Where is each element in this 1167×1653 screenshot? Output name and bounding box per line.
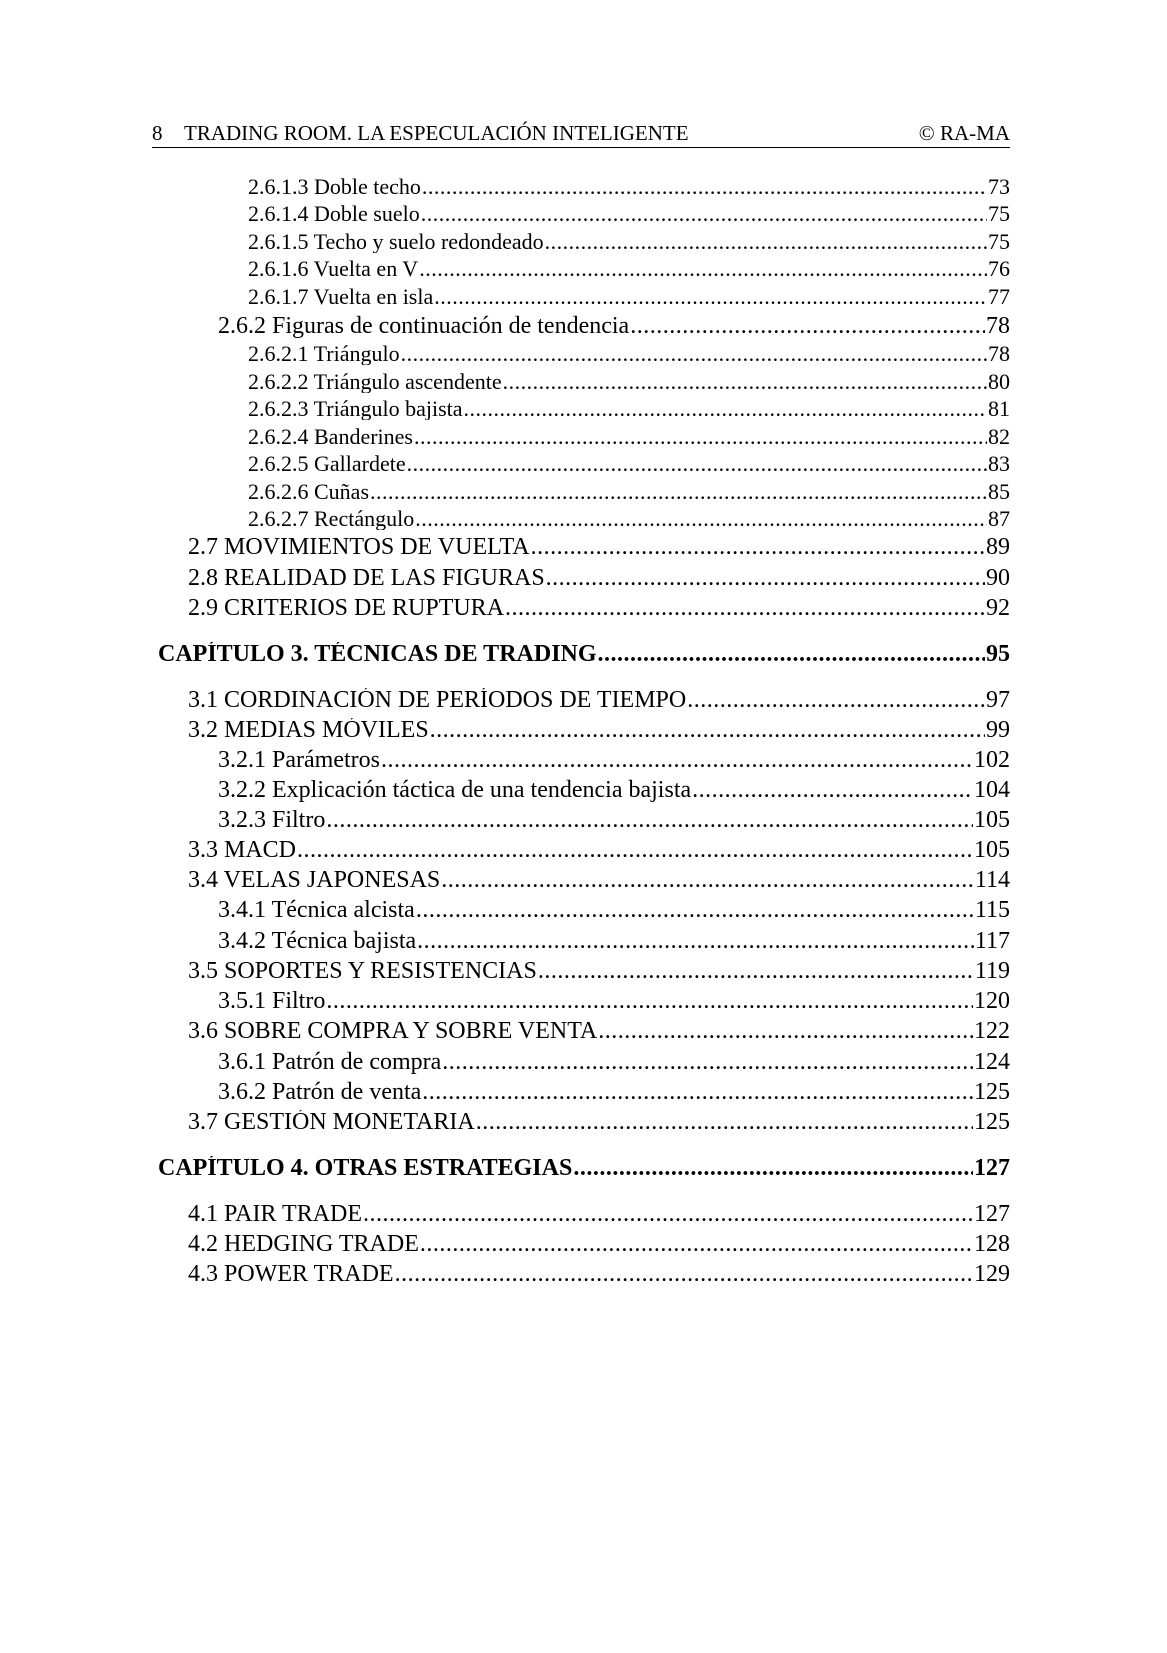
toc-entry-page: 122 — [974, 1019, 1010, 1043]
dot-leader — [598, 1019, 973, 1043]
toc-entry[interactable] — [218, 898, 1010, 922]
toc-entry[interactable] — [188, 718, 1010, 742]
toc-entry-label: 4.1 PAIR TRADE — [188, 1202, 363, 1226]
toc-entry[interactable] — [218, 1080, 1010, 1104]
toc-entry-page: 114 — [974, 868, 1010, 892]
toc-entry-label: 2.6.1.4 Doble suelo — [248, 203, 420, 225]
toc-entry-page: 97 — [986, 688, 1010, 712]
dot-leader — [630, 314, 985, 338]
toc-entry-page: 78 — [988, 343, 1010, 365]
toc-entry-label: 2.6.2.1 Triángulo — [248, 343, 400, 365]
toc-entry-page: 124 — [974, 1050, 1010, 1074]
toc-entry-label: 2.6.1.7 Vuelta en isla — [248, 286, 434, 308]
dot-leader — [598, 642, 985, 666]
toc-entry-page: 99 — [986, 718, 1010, 742]
dot-leader — [421, 203, 987, 225]
toc-entry[interactable] — [248, 508, 1010, 530]
page-number: 8 — [152, 121, 163, 145]
publisher-mark: © RA-MA — [918, 121, 1010, 145]
toc-entry[interactable] — [188, 566, 1010, 590]
dot-leader — [476, 1110, 973, 1134]
dot-leader — [363, 1202, 973, 1226]
toc-entry-label: 3.6.2 Patrón de venta — [218, 1080, 422, 1104]
toc-entry-page: 90 — [986, 566, 1010, 590]
toc-entry-page: 105 — [974, 808, 1010, 832]
toc-entry-label: 3.6 SOBRE COMPRA Y SOBRE VENTA — [188, 1019, 598, 1043]
toc-entry-page: 102 — [974, 748, 1010, 772]
toc-entry-label: 3.2.2 Explicación táctica de una tendencia bajista — [218, 778, 692, 802]
book-title: TRADING ROOM. LA ESPECULACIÓN INTELIGENTE — [184, 121, 689, 145]
dot-leader — [531, 535, 985, 559]
toc-entry-page: 127 — [974, 1156, 1010, 1180]
toc-entry[interactable] — [188, 1019, 1010, 1043]
toc-entry-page: 76 — [988, 258, 1010, 280]
toc-entry-label: 3.1 CORDINACIÓN DE PERÍODOS DE TIEMPO — [188, 688, 687, 712]
toc-entry-page: 82 — [988, 426, 1010, 448]
toc-entry-label: 3.5.1 Filtro — [218, 989, 326, 1013]
toc-entry-label: 2.6.2.6 Cuñas — [248, 481, 369, 503]
toc-entry-page: 115 — [974, 898, 1010, 922]
toc-entry-label: 2.6.2.3 Triángulo bajista — [248, 398, 463, 420]
toc-entry[interactable] — [248, 231, 1010, 253]
toc-entry-page: 81 — [988, 398, 1010, 420]
toc-entry-label: 3.4 VELAS JAPONESAS — [188, 868, 441, 892]
toc-entry[interactable] — [188, 1262, 1010, 1286]
toc-entry-label: 2.6.2.2 Triángulo ascendente — [248, 371, 502, 393]
toc-entry[interactable] — [248, 203, 1010, 225]
toc-entry-label: 3.2 MEDIAS MÓVILES — [188, 718, 429, 742]
toc-entry-page: 129 — [974, 1262, 1010, 1286]
toc-entry-page: 104 — [974, 778, 1010, 802]
toc-entry[interactable] — [188, 1110, 1010, 1134]
toc-entry[interactable] — [248, 176, 1010, 198]
dot-leader — [401, 343, 987, 365]
toc-entry-label: 3.4.1 Técnica alcista — [218, 898, 415, 922]
dot-leader — [381, 748, 973, 772]
toc-entry-label: 2.6.2.7 Rectángulo — [248, 508, 415, 530]
toc-entry-label: 3.2.1 Parámetros — [218, 748, 380, 772]
dot-leader — [442, 1050, 973, 1074]
dot-leader — [414, 426, 987, 448]
toc-entry[interactable] — [248, 371, 1010, 393]
dot-leader — [503, 371, 987, 393]
toc-chapter-entry[interactable] — [158, 1156, 1010, 1180]
toc-entry-page: 120 — [974, 989, 1010, 1013]
dot-leader — [297, 838, 973, 862]
toc-entry[interactable] — [188, 596, 1010, 620]
toc-entry-label: 2.6.1.3 Doble techo — [248, 176, 421, 198]
toc-entry[interactable] — [248, 343, 1010, 365]
toc-entry[interactable] — [188, 868, 1010, 892]
dot-leader — [370, 481, 987, 503]
dot-leader — [692, 778, 973, 802]
dot-leader — [505, 596, 985, 620]
toc-entry-label: 3.7 GESTIÓN MONETARIA — [188, 1110, 475, 1134]
toc-entry-label: 2.8 REALIDAD DE LAS FIGURAS — [188, 566, 545, 590]
toc-entry[interactable] — [188, 1202, 1010, 1226]
toc-entry[interactable] — [188, 535, 1010, 559]
toc-entry-page: 125 — [974, 1080, 1010, 1104]
toc-entry-label: 4.2 HEDGING TRADE — [188, 1232, 419, 1256]
toc-entry[interactable] — [218, 1050, 1010, 1074]
dot-leader — [420, 1232, 973, 1256]
dot-leader — [538, 959, 974, 983]
toc-entry-page: 75 — [988, 231, 1010, 253]
dot-leader — [422, 176, 987, 198]
toc-entry-page: 127 — [974, 1202, 1010, 1226]
toc-entry-page: 73 — [988, 176, 1010, 198]
toc-entry-label: 2.6.2.4 Banderines — [248, 426, 413, 448]
toc-entry-label: 3.2.3 Filtro — [218, 808, 326, 832]
dot-leader — [326, 989, 973, 1013]
toc-entry[interactable] — [188, 959, 1010, 983]
toc-entry[interactable] — [248, 258, 1010, 280]
toc-entry[interactable] — [188, 838, 1010, 862]
toc-entry-label: 3.6.1 Patrón de compra — [218, 1050, 442, 1074]
toc-entry-label: 4.3 POWER TRADE — [188, 1262, 394, 1286]
dot-leader — [434, 286, 987, 308]
toc-entry-page: 125 — [974, 1110, 1010, 1134]
toc-entry-label: 3.4.2 Técnica bajista — [218, 929, 417, 953]
dot-leader — [430, 718, 985, 742]
toc-chapter-entry[interactable] — [158, 642, 1010, 666]
toc-entry-label: 2.6.1.6 Vuelta en V — [248, 258, 419, 280]
toc-entry-label: 2.6.2.5 Gallardete — [248, 453, 406, 475]
toc-entry[interactable] — [248, 426, 1010, 448]
toc-entry[interactable] — [218, 989, 1010, 1013]
toc-entry-label: CAPÍTULO 4. OTRAS ESTRATEGIAS — [158, 1156, 573, 1180]
dot-leader — [419, 258, 987, 280]
toc-entry-page: 75 — [988, 203, 1010, 225]
toc-entry[interactable] — [218, 314, 1010, 338]
toc-entry[interactable] — [218, 929, 1010, 953]
toc-entry-page: 117 — [974, 929, 1010, 953]
toc-entry-label: 3.3 MACD — [188, 838, 297, 862]
dot-leader — [326, 808, 973, 832]
dot-leader — [395, 1262, 973, 1286]
toc-entry-page: 128 — [974, 1232, 1010, 1256]
dot-leader — [407, 453, 987, 475]
dot-leader — [441, 868, 974, 892]
toc-entry-label: 2.9 CRITERIOS DE RUPTURA — [188, 596, 505, 620]
toc-entry-page: 80 — [988, 371, 1010, 393]
toc-entry-page: 77 — [988, 286, 1010, 308]
toc-entry-page: 78 — [986, 314, 1010, 338]
toc-entry[interactable] — [188, 1232, 1010, 1256]
toc-entry[interactable] — [248, 453, 1010, 475]
toc-entry-label: 2.7 MOVIMIENTOS DE VUELTA — [188, 535, 530, 559]
toc-entry-label: 3.5 SOPORTES Y RESISTENCIAS — [188, 959, 537, 983]
dot-leader — [687, 688, 985, 712]
toc-entry-page: 95 — [986, 642, 1010, 666]
toc-entry-label: CAPÍTULO 3. TÉCNICAS DE TRADING — [158, 642, 597, 666]
toc-entry-page: 85 — [988, 481, 1010, 503]
dot-leader — [415, 508, 987, 530]
toc-entry[interactable] — [188, 688, 1010, 712]
dot-leader — [546, 566, 985, 590]
toc-entry[interactable] — [248, 398, 1010, 420]
dot-leader — [545, 231, 987, 253]
dot-leader — [464, 398, 987, 420]
toc-entry-page: 83 — [988, 453, 1010, 475]
dot-leader — [417, 929, 974, 953]
toc-entry[interactable] — [248, 286, 1010, 308]
toc-entry[interactable] — [248, 481, 1010, 503]
toc-entry-page: 87 — [988, 508, 1010, 530]
toc-entry-label: 2.6.2 Figuras de continuación de tendencia — [218, 314, 630, 338]
toc-entry[interactable] — [218, 748, 1010, 772]
toc-entry[interactable] — [218, 778, 1010, 802]
toc-entry-label: 2.6.1.5 Techo y suelo redondeado — [248, 231, 544, 253]
toc-entry-page: 105 — [974, 838, 1010, 862]
dot-leader — [422, 1080, 973, 1104]
running-header — [152, 118, 1010, 148]
dot-leader — [416, 898, 974, 922]
toc-entry-page: 92 — [986, 596, 1010, 620]
dot-leader — [573, 1156, 973, 1180]
toc-entry[interactable] — [218, 808, 1010, 832]
toc-entry-page: 119 — [974, 959, 1010, 983]
toc-entry-page: 89 — [986, 535, 1010, 559]
